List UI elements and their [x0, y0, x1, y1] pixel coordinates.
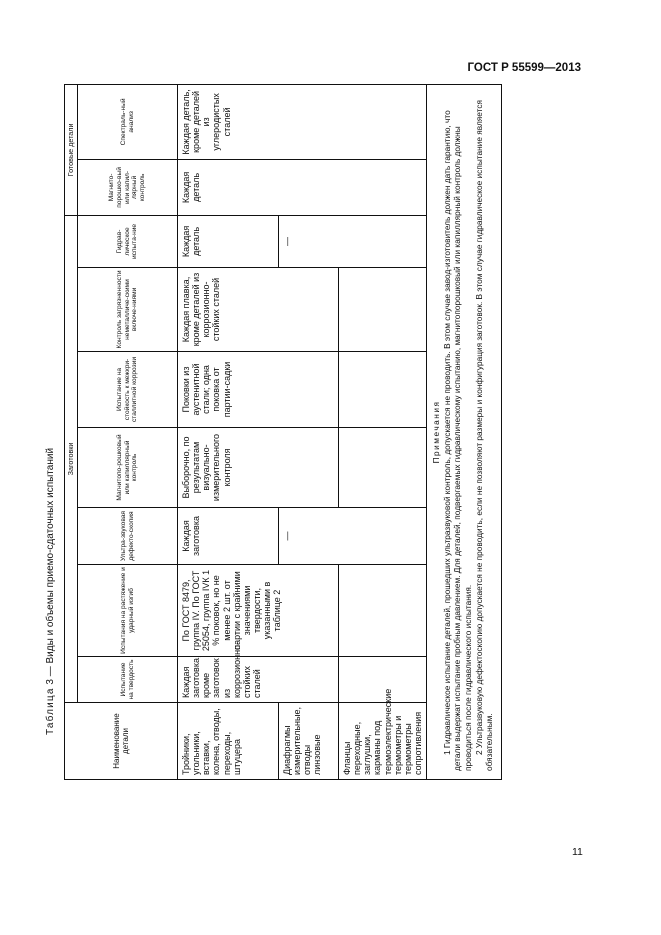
header-corrosion: Испытание на стойкость к межкри-сталлитной коррозии: [78, 352, 178, 428]
notes-cell: [427, 84, 502, 779]
group-header-blanks: Заготовки: [65, 215, 78, 702]
caption-title: — Виды и объемы приемо-сдаточных испытаний: [45, 447, 56, 677]
note-item: 2 Ультразвуковую дефектоскопию допускается не проводить, если не позволяют размеры и конфигурация заготовок. В этом случае гидравлическое испытание является обязательным.: [473, 100, 495, 771]
header-contamination: Контроль загрязненности неметалличе-скими включе-ниями: [78, 268, 178, 352]
cell-name: Диафрагмы измерительные, отводы линзовые: [279, 703, 339, 780]
cell-spectral: Каждая деталь, кроме деталей из углеродистых сталей: [178, 84, 427, 159]
document-id: ГОСТ Р 55599—2013: [467, 62, 581, 74]
header-ultrasonic: Ультра-звуковая дефекто-скопия: [78, 508, 178, 565]
notes-row: [427, 84, 502, 779]
cell-name: Фланцы переходные, заглушки, карманы под термоэлектрические термометры и термометры сопротивления: [339, 703, 427, 780]
cell-empty: [339, 565, 427, 657]
caption-number: 3: [45, 679, 56, 685]
header-magnetic: Магнитопо-рошковый или капиллярный контроль: [78, 428, 178, 508]
cell-corrosion: Поковки из аустенитной стали; одна поковка от партии-садки: [178, 352, 339, 428]
cell-empty: [339, 268, 427, 352]
cell-tensile: По ГОСТ 8479, группа IV. По ГОСТ 25054, группа IVК 1 % поковок, но не менее 2 шт. от партии с крайними значениями твердости, указанными в таблице 2: [178, 565, 339, 657]
header-spectral: Спектраль-ный анализ: [78, 84, 178, 159]
caption-label: Таблица: [45, 687, 56, 735]
note-item: 1 Гидравлическое испытание деталей, прошедших ультразвуковой контроль, допускается не проводить. В этом случае завод-изготовитель должен дать гарантию, что детали выдержат испытание пробным давлением. Для деталей, подвергаемых гидравлическому испытанию, магнитопорошковый или капиллярный контроль должны проводиться после гидравлического испытания.: [441, 110, 474, 771]
notes-title: Примечания: [431, 400, 442, 464]
cell-contamination: Каждая плавка, кроме деталей из коррозионно-стойких сталей: [178, 268, 339, 352]
header-hardness: Испытание на твердость: [78, 657, 178, 703]
cell-magnetic: Выборочно, по результатам визуально-измерительного контроля: [178, 428, 339, 508]
table-row: [178, 84, 279, 779]
header-hydraulic: Гидрав-лическое испыта-ние: [78, 215, 178, 267]
cell-hydraulic: Каждая деталь: [178, 215, 279, 267]
cell-ultrasonic-dash: —: [279, 508, 427, 565]
cell-finished-magnetic: Каждая деталь: [178, 159, 427, 215]
group-header-finished: Готовые детали: [65, 84, 78, 215]
cell-empty: [339, 428, 427, 508]
cell-name: Тройники, угольники, вставки, колена, отводы, переходы, штуцера: [178, 703, 279, 780]
header-name: Наименование детали: [65, 703, 178, 780]
cell-hydraulic-dash: —: [279, 215, 427, 267]
tests-table: [64, 84, 502, 780]
cell-hardness: Каждая заготовка, кроме заготовок из коррозионно-стойких сталей: [178, 657, 339, 703]
header-tensile: Испытания на растяжение и ударный изгиб: [78, 565, 178, 657]
cell-empty: [339, 352, 427, 428]
column-header-row: [78, 84, 178, 779]
page-number: 11: [572, 846, 583, 858]
cell-ultrasonic: Каждая заготовка: [178, 508, 279, 565]
table-caption: [45, 448, 56, 735]
header-finished-magnetic: Магнито-порошко-вый или капил-лярный контроль: [78, 159, 178, 215]
group-header-row: [65, 84, 78, 779]
